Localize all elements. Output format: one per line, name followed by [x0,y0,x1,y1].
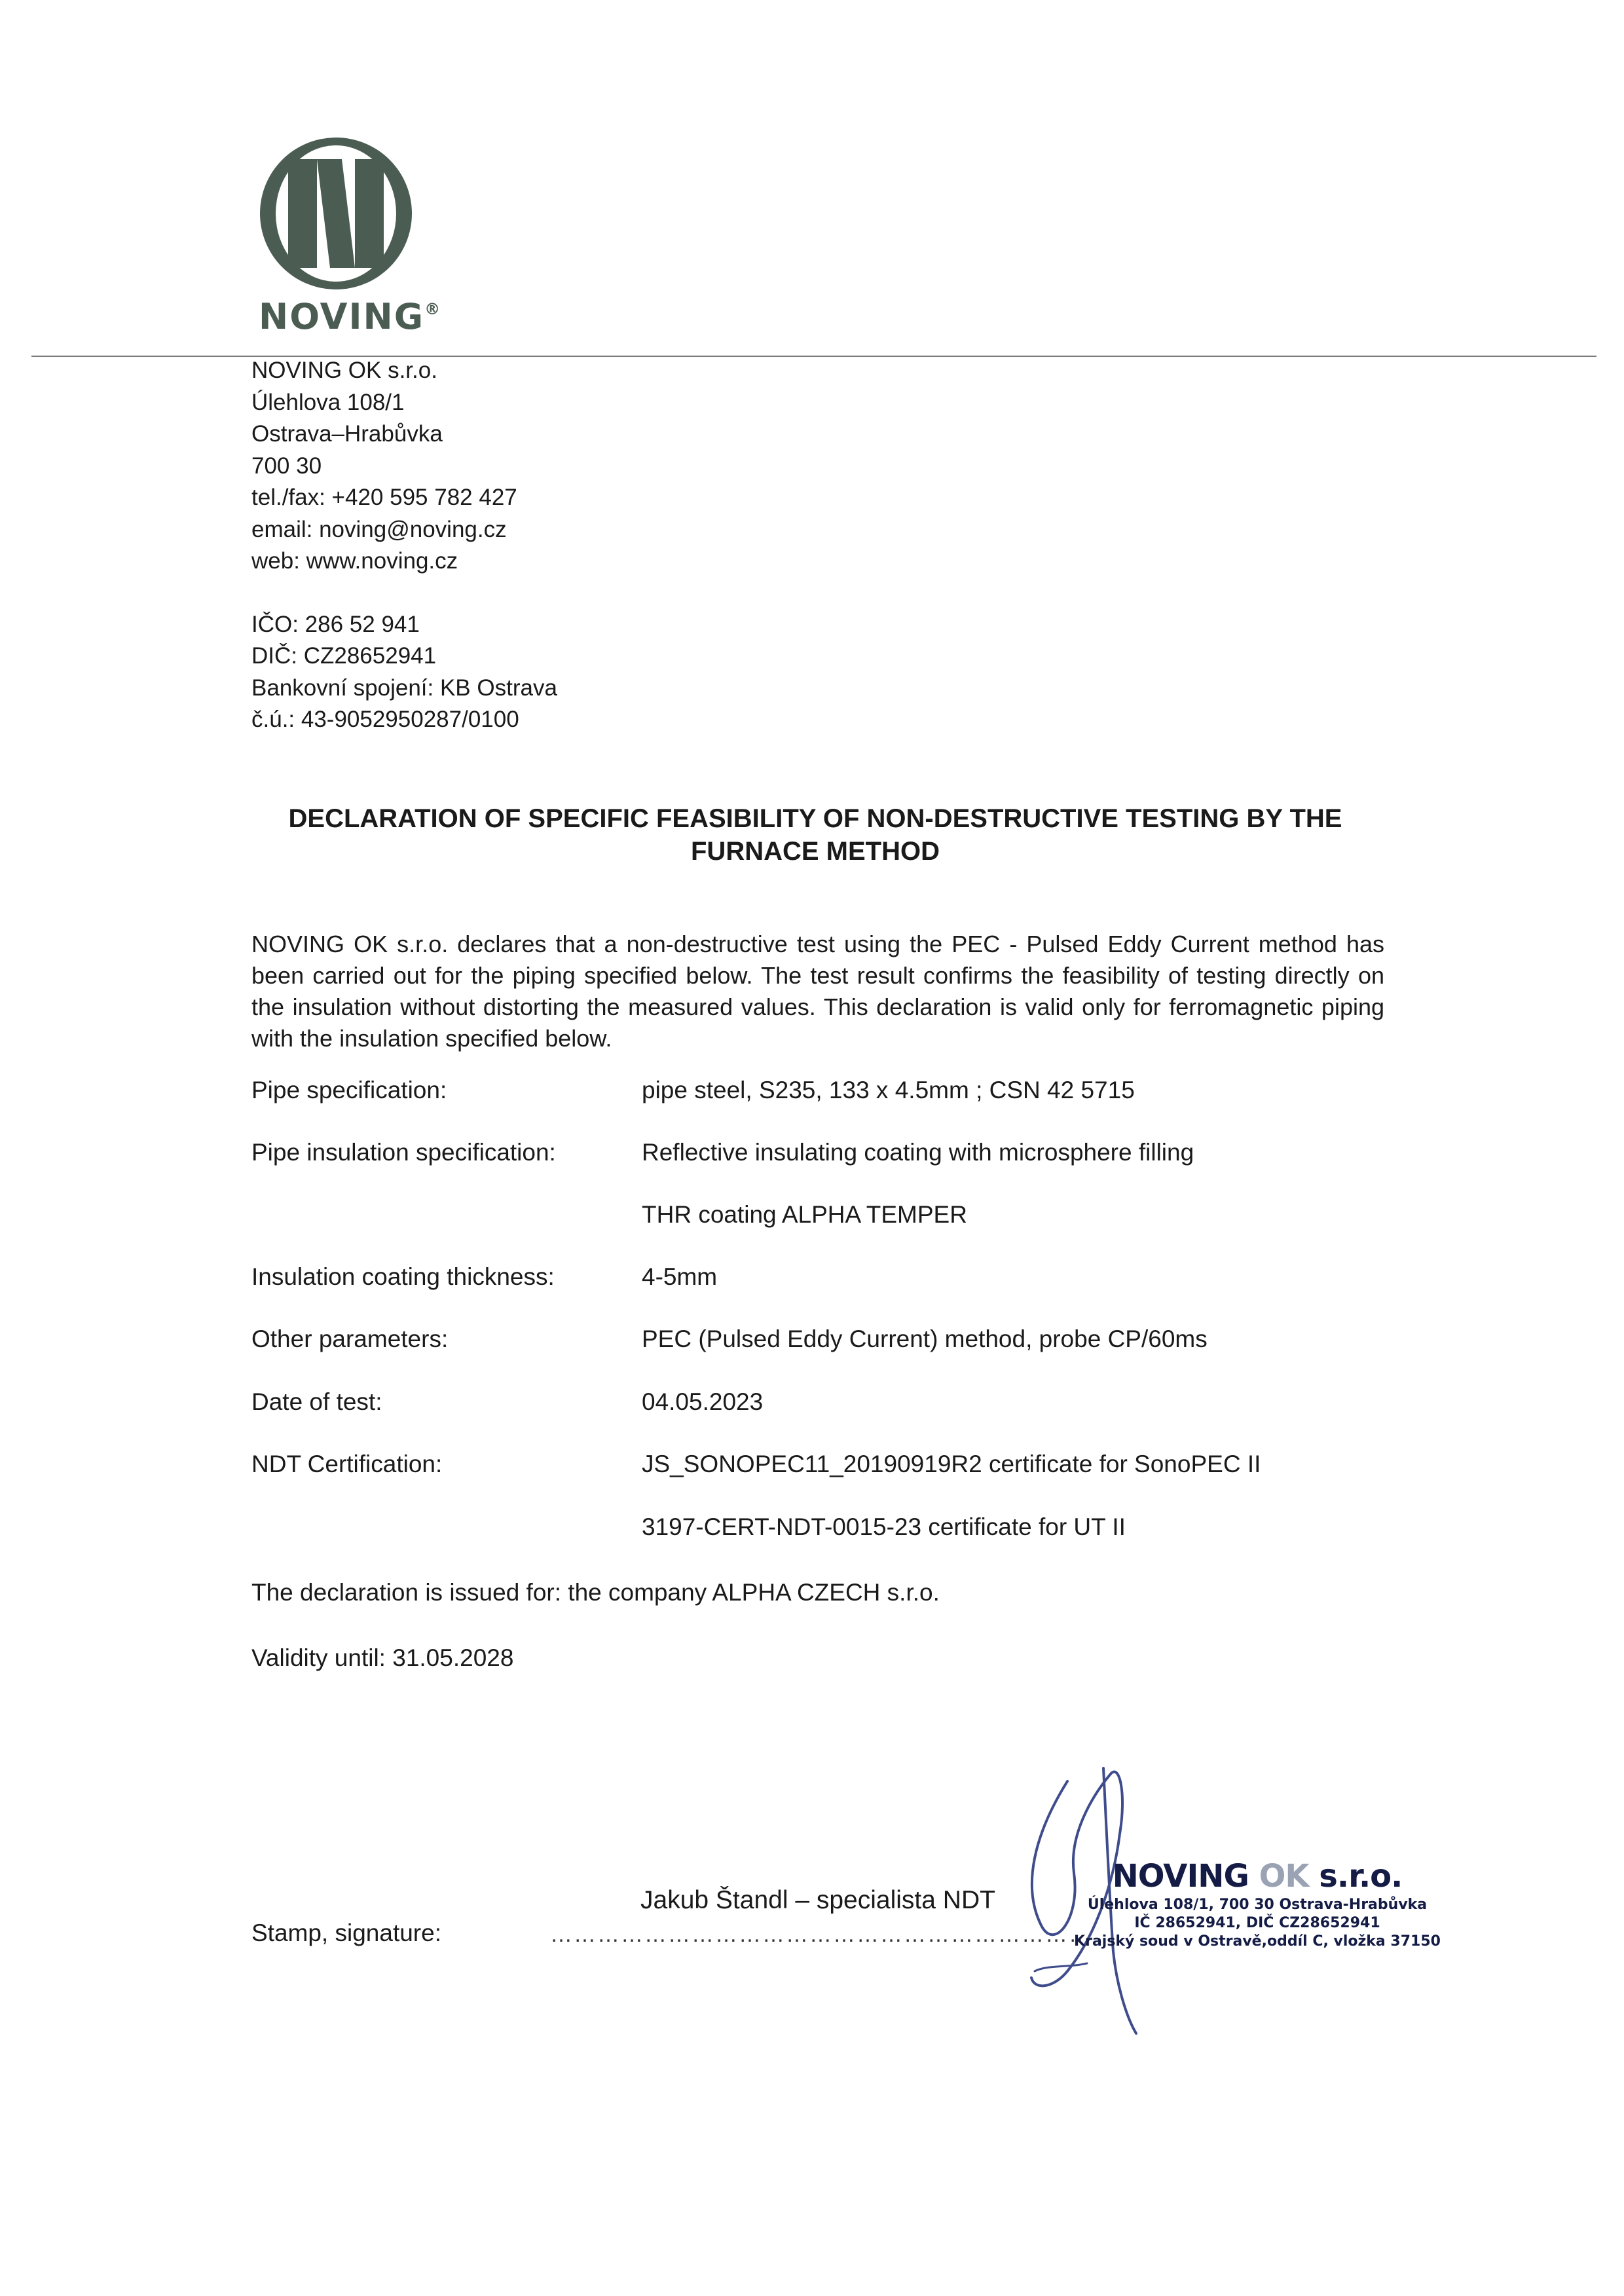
address-line: NOVING OK s.r.o. [251,358,437,383]
registry-line: č.ú.: 43-9052950287/0100 [251,707,519,732]
address-line: tel./fax: +420 595 782 427 [251,485,517,510]
pipe-spec-value: pipe steel, S235, 133 x 4.5mm ; CSN 42 5715 [642,1077,1135,1103]
stamp-company-name: NOVING OK s.r.o. [1112,1858,1403,1895]
thickness-value: 4-5mm [642,1263,718,1290]
other-params-label: Other parameters: [251,1325,449,1352]
signer-name: Jakub Štandl – specialista NDT [640,1886,995,1914]
ndt-cert-label: NDT Certification: [251,1451,443,1477]
insulation-spec-value: Reflective insulating coating with microsphere filling [642,1139,1194,1166]
title-line-2: FURNACE METHOD [691,837,940,866]
brand-name: NOVING® [259,296,442,337]
address-line: email: noving@noving.cz [251,516,507,542]
address-line: 700 30 [251,453,322,479]
test-date-value: 04.05.2023 [642,1388,764,1415]
thickness-label: Insulation coating thickness: [251,1263,555,1290]
registry-line: DIČ: CZ28652941 [251,643,437,669]
ndt-cert-value-2: 3197-CERT-NDT-0015-23 certificate for UT II [642,1513,1126,1540]
registry-line: Bankovní spojení: KB Ostrava [251,675,557,701]
insulation-spec-label: Pipe insulation specification: [251,1139,556,1166]
address-line: Ostrava–Hrabůvka [251,421,443,447]
issued-for: The declaration is issued for: the company ALPHA CZECH s.r.o. [251,1579,940,1606]
title-line-1: DECLARATION OF SPECIFIC FEASIBILITY OF NON-DESTRUCTIVE TESTING BY THE [288,804,1342,833]
test-date-label: Date of test: [251,1388,382,1415]
address-line: Úlehlova 108/1 [251,389,405,415]
insulation-spec-value-2: THR coating ALPHA TEMPER [642,1201,967,1228]
company-stamp [1074,1857,1441,1951]
stamp-signature-label: Stamp, signature: [251,1919,441,1946]
other-params-value: PEC (Pulsed Eddy Current) method, probe CP/60ms [642,1325,1208,1352]
pipe-spec-label: Pipe specification: [251,1077,447,1103]
stamp-address: Úlehlova 108/1, 700 30 Ostrava-Hrabůvka [1087,1897,1428,1913]
stamp-tax-ids: IČ 28652941, DIČ CZ28652941 [1134,1915,1380,1931]
validity: Validity until: 31.05.2028 [251,1644,514,1671]
registered-mark: ® [424,300,442,318]
ndt-cert-value: JS_SONOPEC11_20190919R2 certificate for SonoPEC II [642,1451,1261,1477]
company-address [251,355,557,736]
document-title [164,802,1467,868]
declaration-text: NOVING OK s.r.o. declares that a non-destructive test using the PEC - Pulsed Eddy Current method has been carried out for the piping specified below. The test result confirms the feasibility of testing directly on the insulation without distorting the measured values. This declaration is valid only for ferromagnetic piping with the insulation specified below. [251,931,1384,1052]
signature-line: …………………………………………………………… [550,1922,1092,1947]
noving-n-logo-icon [257,134,415,293]
address-line: web: www.noving.cz [251,548,458,574]
stamp-registry: Krajský soud v Ostravě,oddíl C, vložka 37150 [1074,1933,1441,1950]
registry-line: IČO: 286 52 941 [251,611,420,637]
